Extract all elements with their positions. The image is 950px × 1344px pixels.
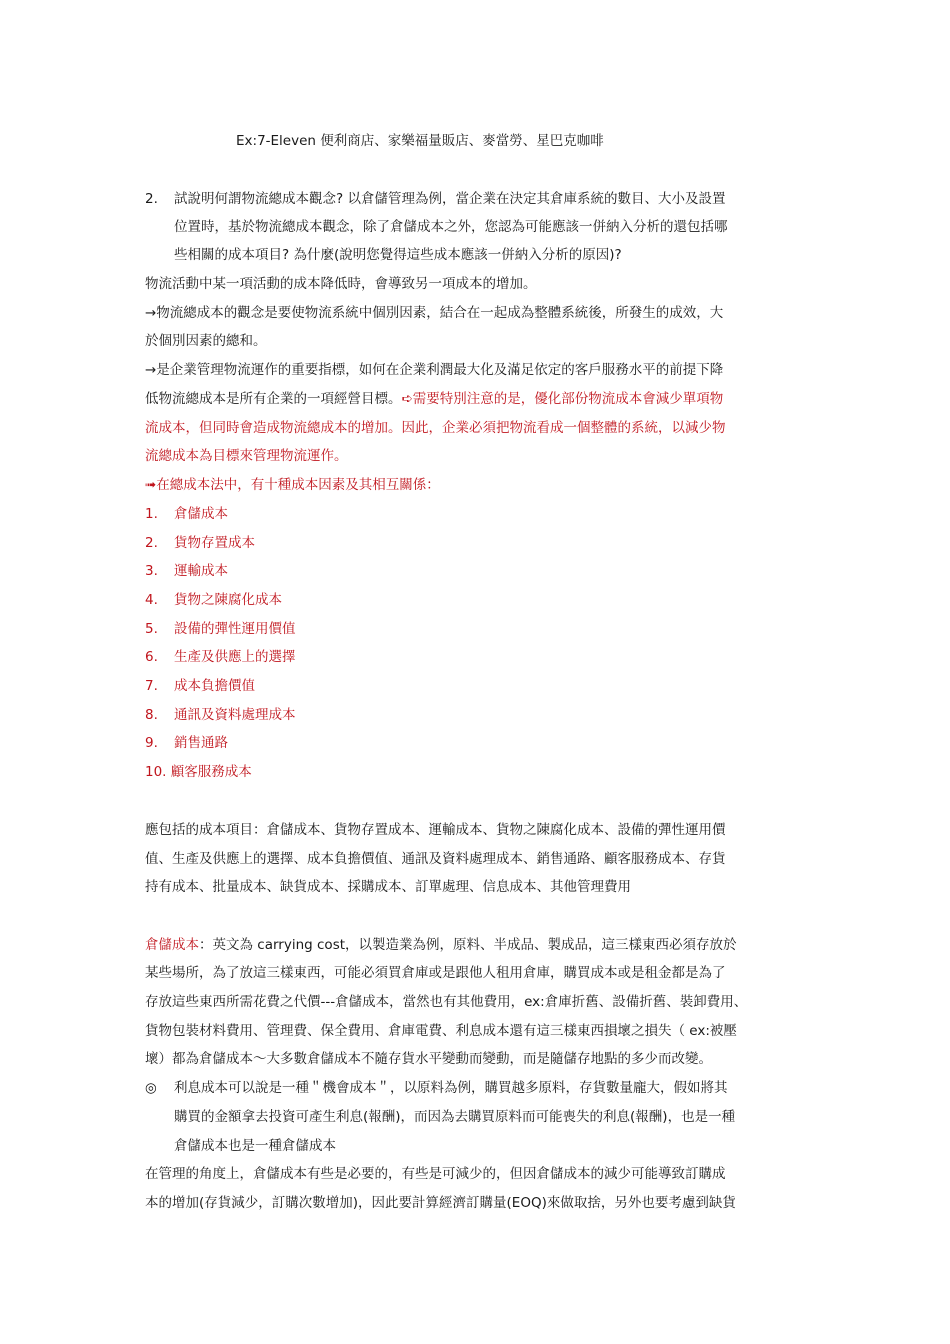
factor-label: 銷售通路 (174, 735, 228, 751)
factor-number: 4. (145, 592, 158, 608)
included-line-1: 應包括的成本項目：倉儲成本、貨物存置成本、運輸成本、貨物之陳腐化成本、設備的彈性運用價 (145, 822, 726, 838)
factor-number: 8. (145, 707, 158, 723)
storage-term: 倉儲成本 (145, 937, 199, 953)
question-line-3: 些相關的成本項目? 為什麼(說明您覺得這些成本應該一併納入分析的原因)? (174, 247, 622, 263)
factor-number: 6. (145, 649, 158, 665)
interest-line-3: 倉儲成本也是一種倉儲成本 (174, 1138, 336, 1154)
storage-first-rest: ：英文為 carrying cost，以製造業為例，原料、半成品、製成品，這三樣東西必須存放於 (199, 937, 737, 953)
indicator-red-line-2: 流總成本為目標來管理物流運作。 (145, 448, 348, 464)
factor-item (145, 590, 282, 610)
factors-heading: ➟在總成本法中，有十種成本因素及其相互關係： (145, 477, 440, 493)
indicator-line-2 (145, 389, 723, 409)
factor-item (145, 733, 228, 753)
factor-label: 通訊及資料處理成本 (174, 707, 296, 723)
management-line-2: 本的增加(存貨減少，訂購次數增加)，因此要計算經濟訂購量(EOQ)來做取捨，另外也要考慮到缺貨 (145, 1195, 736, 1211)
interest-line-2: 購買的金額拿去投資可產生利息(報酬)，而因為去購買原料而可能喪失的利息(報酬)，也是一種 (174, 1109, 736, 1125)
factor-label: 運輸成本 (174, 563, 228, 579)
factor-item (145, 619, 296, 639)
question-number: 2. (145, 191, 158, 207)
question-text-1: 試說明何謂物流總成本觀念? 以倉儲管理為例，當企業在決定其倉庫系統的數目、大小及設置 (174, 191, 726, 207)
factor-label: 設備的彈性運用價值 (174, 621, 296, 637)
storage-line-3: 存放這些東西所需花費之代價---倉儲成本，當然也有其他費用，ex:倉庫折舊、設備折舊、裝卸費用、 (145, 994, 748, 1010)
indicator-line-2-red: ➪需要特別注意的是，優化部份物流成本會減少單項物 (401, 391, 724, 407)
factor-number: 3. (145, 563, 158, 579)
factor-item (145, 676, 255, 696)
interest-line-1 (145, 1078, 728, 1098)
question-line-2: 位置時，基於物流總成本觀念，除了倉儲成本之外，您認為可能應該一併納入分析的還包括哪 (174, 219, 728, 235)
storage-line-4: 貨物包裝材料費用、管理費、保全費用、倉庫電費、利息成本還有這三樣東西損壞之損失（ ex:被壓 (145, 1023, 737, 1039)
concept-line-2: 於個別因素的總和。 (145, 333, 267, 349)
factor-item (145, 533, 255, 553)
factor-label: 貨物之陳腐化成本 (174, 592, 282, 608)
factor-label: 貨物存置成本 (174, 535, 255, 551)
storage-line-1 (145, 935, 737, 955)
storage-line-2: 某些場所，為了放這三樣東西，可能必須買倉庫或是跟他人租用倉庫，購買成本或是租金都是為了 (145, 965, 726, 981)
factor-item (145, 647, 296, 667)
indicator-red-line-1: 流成本，但同時會造成物流總成本的增加。因此，企業必須把物流看成一個整體的系統，以減少物 (145, 420, 726, 436)
bullet-icon: ◎ (145, 1080, 157, 1096)
interest-text-1: 利息成本可以說是一種＂機會成本＂，以原料為例，購買越多原料，存貨數量龐大，假如將其 (174, 1080, 728, 1096)
factor-number: 1. (145, 506, 158, 522)
factor-number: 2. (145, 535, 158, 551)
factor-item (145, 561, 228, 581)
included-line-2: 值、生產及供應上的選擇、成本負擔價值、通訊及資料處理成本、銷售通路、顧客服務成本、存貨 (145, 851, 726, 867)
factor-label: 成本負擔價值 (174, 678, 255, 694)
intro-line: 物流活動中某一項活動的成本降低時，會導致另一項成本的增加。 (145, 276, 537, 292)
management-line-1: 在管理的角度上，倉儲成本有些是必要的，有些是可減少的，但因倉儲成本的減少可能導致訂購成 (145, 1166, 726, 1182)
question-line-1 (145, 189, 725, 209)
indicator-line-1: →是企業管理物流運作的重要指標，如何在企業利潤最大化及滿足依定的客戶服務水平的前提下降 (145, 362, 724, 378)
factor-item (145, 762, 252, 782)
factor-item (145, 705, 296, 725)
factor-label: 顧客服務成本 (170, 764, 252, 780)
concept-line-1: →物流總成本的觀念是要使物流系統中個別因素，結合在一起成為整體系統後，所發生的成效，大 (145, 305, 724, 321)
storage-line-5: 壞）都為倉儲成本～大多數倉儲成本不隨存貨水平變動而變動，而是隨儲存地點的多少而改變。 (145, 1051, 712, 1067)
factor-number: 9. (145, 735, 158, 751)
factor-number: 7. (145, 678, 158, 694)
factor-number: 10. (145, 764, 167, 780)
indicator-line-2-black: 低物流總成本是所有企業的一項經營目標。 (145, 391, 402, 407)
example-line: Ex:7-Eleven 便利商店、家樂福量販店、麥當勞、星巴克咖啡 (236, 133, 604, 149)
included-line-3: 持有成本、批量成本、缺貨成本、採購成本、訂單處理、信息成本、其他管理費用 (145, 879, 631, 895)
factor-label: 生產及供應上的選擇 (174, 649, 296, 665)
factor-number: 5. (145, 621, 158, 637)
factor-label: 倉儲成本 (174, 506, 228, 522)
factor-item (145, 504, 228, 524)
